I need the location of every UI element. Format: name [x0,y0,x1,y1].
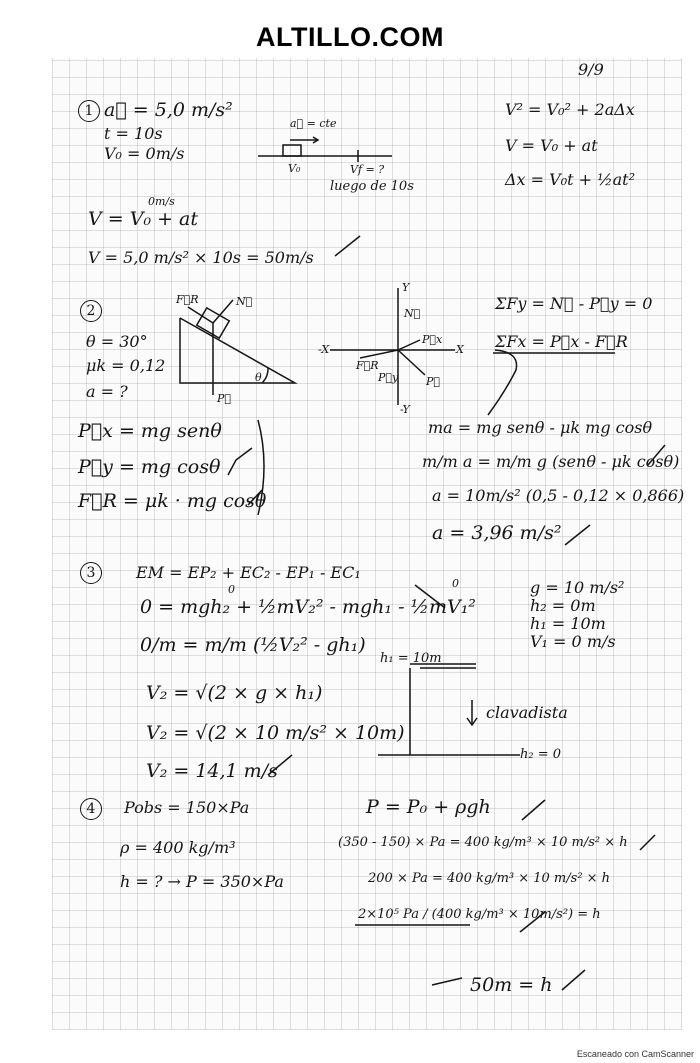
p3-diagram-diver: clavadista [486,703,568,722]
p2-axis-fr: F⃗R [356,359,379,372]
p1-diagram-accel: a⃗ = cte [290,117,337,130]
p2-axis-n: N⃗ [404,307,421,320]
p2-axis-x: X [456,343,464,356]
p1-formula-1: V² = V₀² + 2aΔx [505,100,635,119]
p3-given-v1: V₁ = 0 m/s [530,632,616,651]
p4-step-4: 50m = h [470,974,553,996]
p3-v2-result: V₂ = 14,1 m/s [146,760,278,782]
p2-axis-py: P⃗y [378,371,399,384]
p2-axis-y: Y [402,281,410,294]
problem-1-number: 1 [78,100,100,122]
problem-4-number: 4 [80,798,102,820]
p3-given-g: g = 10 m/s² [530,578,625,597]
p2-sol-1: ma = mg senθ - μk mg cosθ [428,418,653,437]
p3-given-h2: h₂ = 0m [530,596,596,615]
p4-step-3: 2×10⁵ Pa / (400 kg/m³ × 10m/s²) = h [358,907,601,922]
p1-formula-3: Δx = V₀t + ½at² [505,170,636,189]
p4-given-h: h = ? → P = 350×Pa [120,872,284,891]
p1-eq-1: V = V₀ + at [88,208,199,230]
p3-zero-mark-2: 0 [452,577,459,590]
p2-force-fr: F⃗R = μk · mg cosθ [78,490,267,512]
p2-label-theta: θ [255,371,262,384]
p2-axis-neg-x: -X [318,343,330,356]
page-number: 9/9 [578,60,604,79]
p4-given-rho: ρ = 400 kg/m³ [120,838,236,857]
p2-given-a: a = ? [86,382,128,401]
p2-force-px: P⃗x = mg senθ [78,420,222,442]
p1-given-accel: a⃗ = 5,0 m/s² [104,99,233,121]
p1-given-v0: V₀ = 0m/s [104,144,185,163]
site-title: ALTILLO.COM [256,22,444,52]
p3-diagram-h1: h₁ = 10m [380,651,442,666]
p2-label-fr: F⃗R [176,293,199,306]
p4-step-2: 200 × Pa = 400 kg/m³ × 10 m/s² × h [368,871,611,886]
problem-2-number: 2 [80,300,102,322]
p3-zero-mark-1: 0 [228,583,235,596]
p1-given-time: t = 10s [104,124,163,143]
p1-formula-2: V = V₀ + at [505,136,598,155]
p3-eq-simplified: 0/m = m/m (½V₂² - gh₁) [140,634,366,656]
p3-eq-zero: 0 = mgh₂ + ½mV₂² - mgh₁ - ½mV₁² [140,596,476,618]
problem-3-number: 3 [80,562,102,584]
p3-eq-energy: EM = EP₂ + EC₂ - EP₁ - EC₁ [136,563,361,582]
p2-sum-fy: ΣFy = N⃗ - P⃗y = 0 [495,294,653,313]
p4-eq: P = P₀ + ρgh [366,796,491,818]
p4-given-pobs: Pobs = 150×Pa [124,798,250,817]
p2-label-p: P⃗ [217,392,232,405]
p3-v2-formula: V₂ = √(2 × g × h₁) [146,682,323,704]
p2-sol-4: a = 3,96 m/s² [432,522,562,544]
p2-axis-p: P⃗ [426,375,441,388]
p2-sol-3: a = 10m/s² (0,5 - 0,12 × 0,866) [432,486,685,505]
p1-diagram-vf: Vf = ? [350,163,385,176]
p1-diagram-v0: V₀ [288,162,301,175]
p1-eq-2: V = 5,0 m/s² × 10s = 50m/s [88,248,314,267]
scanner-watermark: Escaneado con CamScanner [576,1049,694,1059]
p2-axis-px: P⃗x [422,333,443,346]
p3-diagram-h2: h₂ = 0 [520,747,562,762]
p2-axis-neg-y: -Y [400,403,410,416]
p2-given-theta: θ = 30° [86,332,148,351]
p3-v2-sub: V₂ = √(2 × 10 m/s² × 10m) [146,722,405,744]
p3-given-h1: h₁ = 10m [530,614,606,633]
p1-diagram-note: luego de 10s [330,179,414,194]
p2-sol-2: m/m a = m/m g (senθ - μk cosθ) [422,452,680,471]
p1-zero-note: 0m/s [148,195,175,208]
p4-step-1: (350 - 150) × Pa = 400 kg/m³ × 10 m/s² × h [338,835,628,850]
p2-force-py: P⃗y = mg cosθ [78,456,221,478]
p2-label-n: N⃗ [236,295,253,308]
p2-given-mu: μk = 0,12 [86,356,166,375]
p2-sum-fx: ΣFx = P⃗x - F⃗R [495,332,628,351]
